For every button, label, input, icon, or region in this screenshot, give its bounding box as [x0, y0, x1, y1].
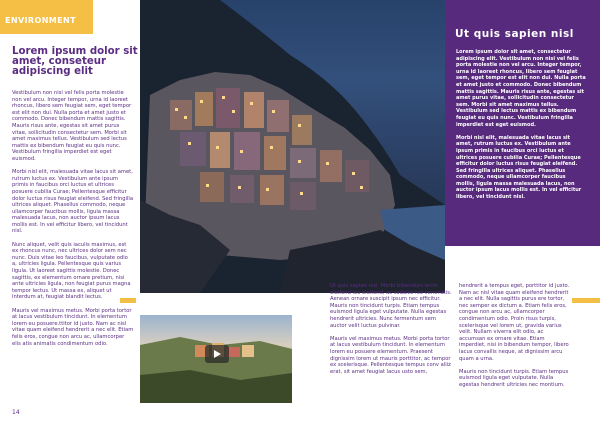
paragraph: Mauris vel maximus metus. Morbi porta tortor at lacus vestibulum tincidunt. In elementum lorem eu posuere.ttitor id justo. Nam ac nisl vitae quam eleifend hendrerit a nec elit. Etiam felis eros, congue non arcu ac, ullamcorper elis atis animatis condimentum odio.	[12, 307, 134, 347]
page-number: 14	[12, 409, 20, 416]
paragraph: Lorem ipsum dolor sit amet, consectetur adipiscing elit. Vestibulum non nisi vel felis porta molestie non vel arcu. Integer tempor, urna id laoreet rhoncus, libero sem feugiat sem, eget tempor est elit non dui. Nulla porta et amet justo et commodo. Donec bibendum mattis sagittis. Mauris risus ante, egestas sit amet purus vitae, sollicitudin consectetur sem. Morbi sit amet maximus tellus. Vestibulum sed lectus mattis ex bibendum feugiat eu quis nunc. Vestibulum fringilla imperdiet est eget euismod.	[456, 49, 586, 128]
paragraph: Mauris non tincidunt turpis. Etiam tempus euismod ligula eget vulputate. Nulla egestas hendrerit ultricies nec montium.	[459, 368, 569, 388]
article-column-2	[330, 283, 452, 382]
accent-stripe	[572, 298, 600, 303]
accent-stripe	[120, 298, 136, 303]
paragraph: Morbi nisl elit, malesuada vitae lacus sit amet, rutrum luctus ex. Vestibulum ante ipsum primis in faucibus orci luctus et ultrices posuere cubilia Curae; Pellentesque efficitur dolor luctus risus feugiat eleifend. Sed fringilla ultrices aliquet. Phasellus commodo, neque ullamcorper faucibus mollis, ligula massa malesuada lacus, non auctor ipsum lacus mollis est. In vel efficitur libero, vel tincidunt nisl.	[456, 134, 582, 201]
section-label: ENVIRONMENT	[5, 16, 76, 25]
paragraph: Ut quis sapien nisl. Morbi bibendum enim eleifend leo eleifend, ac sodales leo venenatis. Aenean ornare suscipit ipsum nec efficitur. Mauris non tincidunt turpis. Etiam tempus euismod ligula eget vulputate. Nulla egestas hendrerit ultricies. Nunc fermentum sem auctor velit luctus pulvinar.	[330, 283, 452, 329]
article-column-1	[12, 90, 134, 354]
hero-illustration	[140, 0, 445, 293]
paragraph: Morbi nisl elit, malesuada vitae lacus sit amet, rutrum luctus ex. Vestibulum ante ipsum primis in faucibus orci luctus et ultrices posuere cubilia Curae; Pellentesque efficitur dolor luctus risus feugiat eleifend. Sed fringilla ultrices aliquet. Phasellus commodo, neque ullamcorper faucibus mollis, ligula massa malesuada lacus, non auctor ipsum lacus mollis est. In vel efficitur libero, vel tincidunt nisl.	[12, 169, 134, 235]
play-button[interactable]	[205, 345, 229, 363]
paragraph: Nunc aliquet, velit quis iaculis maximus, est ex rhoncus nunc, nec ultrices dolor sem nec nunc. Duis vitae leo faucibus, vulputate odio a, ultricies ligula. Pellentesque quis varius ligula. Ut laoreet sagittis molestie. Donec sagittis, ex elementum ornare pretium, nisi ante ultricies ligula, non feugiat purus magna tempor lectus. Ut massa ex, aliquet ut interdum at, feugiat blandit lectus.	[12, 241, 131, 301]
article-column-3	[459, 283, 571, 395]
video-thumbnail[interactable]	[140, 315, 292, 403]
paragraph: Vestibulum non nisi vel felis porta molestie non vel arcu. Integer tempor, urna id laoreet rhoncus, libero sem feugiat sem, eget tempor est elit non dui. Nulla porta et amet justo et commodo. Donec bibendum mattis sagittis. Mauris risus ante, egestas sit amet purus vitae, sollicitudin consectetur sem. Morbi sit amet maximus tellus. Vestibulum sed lectus mattis ex bibendum feugiat eu quis nunc. Vestibulum fringilla imperdiet est eget euismod.	[12, 90, 132, 162]
sidebar-body	[456, 49, 586, 207]
sidebar-title: Ut quis sapien nisl	[455, 28, 574, 40]
play-icon	[214, 350, 221, 358]
section-tab	[0, 0, 93, 34]
sidebar-box	[445, 0, 600, 246]
paragraph: Mauris vel maximus metus. Morbi porta tortor at lacus vestibulum tincidunt. In elementum lorem eu posuere elementum. Praesent dignissim lorem ut mauris porttitor, ac tempor ex scelerisque. Pellentesque tempus conv aliiz erat, sit amet feugiat lacus usto sem,	[330, 335, 451, 375]
article-headline: Lorem ipsum dolor sit amet, conseteur adipiscing elit	[12, 46, 138, 78]
hero-image	[140, 0, 445, 293]
paragraph: hendrerit a tempus eget, porttitor id justo. Nam ac nisl vitae quam eleifend hendrerit a nec elit. Nulla sagittis purus ere tortor, nec semper ex dictum a. Etiam felis eros, congue non arcu ac, ullamcorper condimentum odio. Proin risus turpis, scelerisque vel lorem ut, gravida varius velit. Nullam viverra elit odio, ac accumsan ex ornare vitae. Etiam imperdiet, nisi in bibendum tempor, libero lacus convallis neque, at dignissim arcu quam a urna.	[459, 283, 570, 362]
